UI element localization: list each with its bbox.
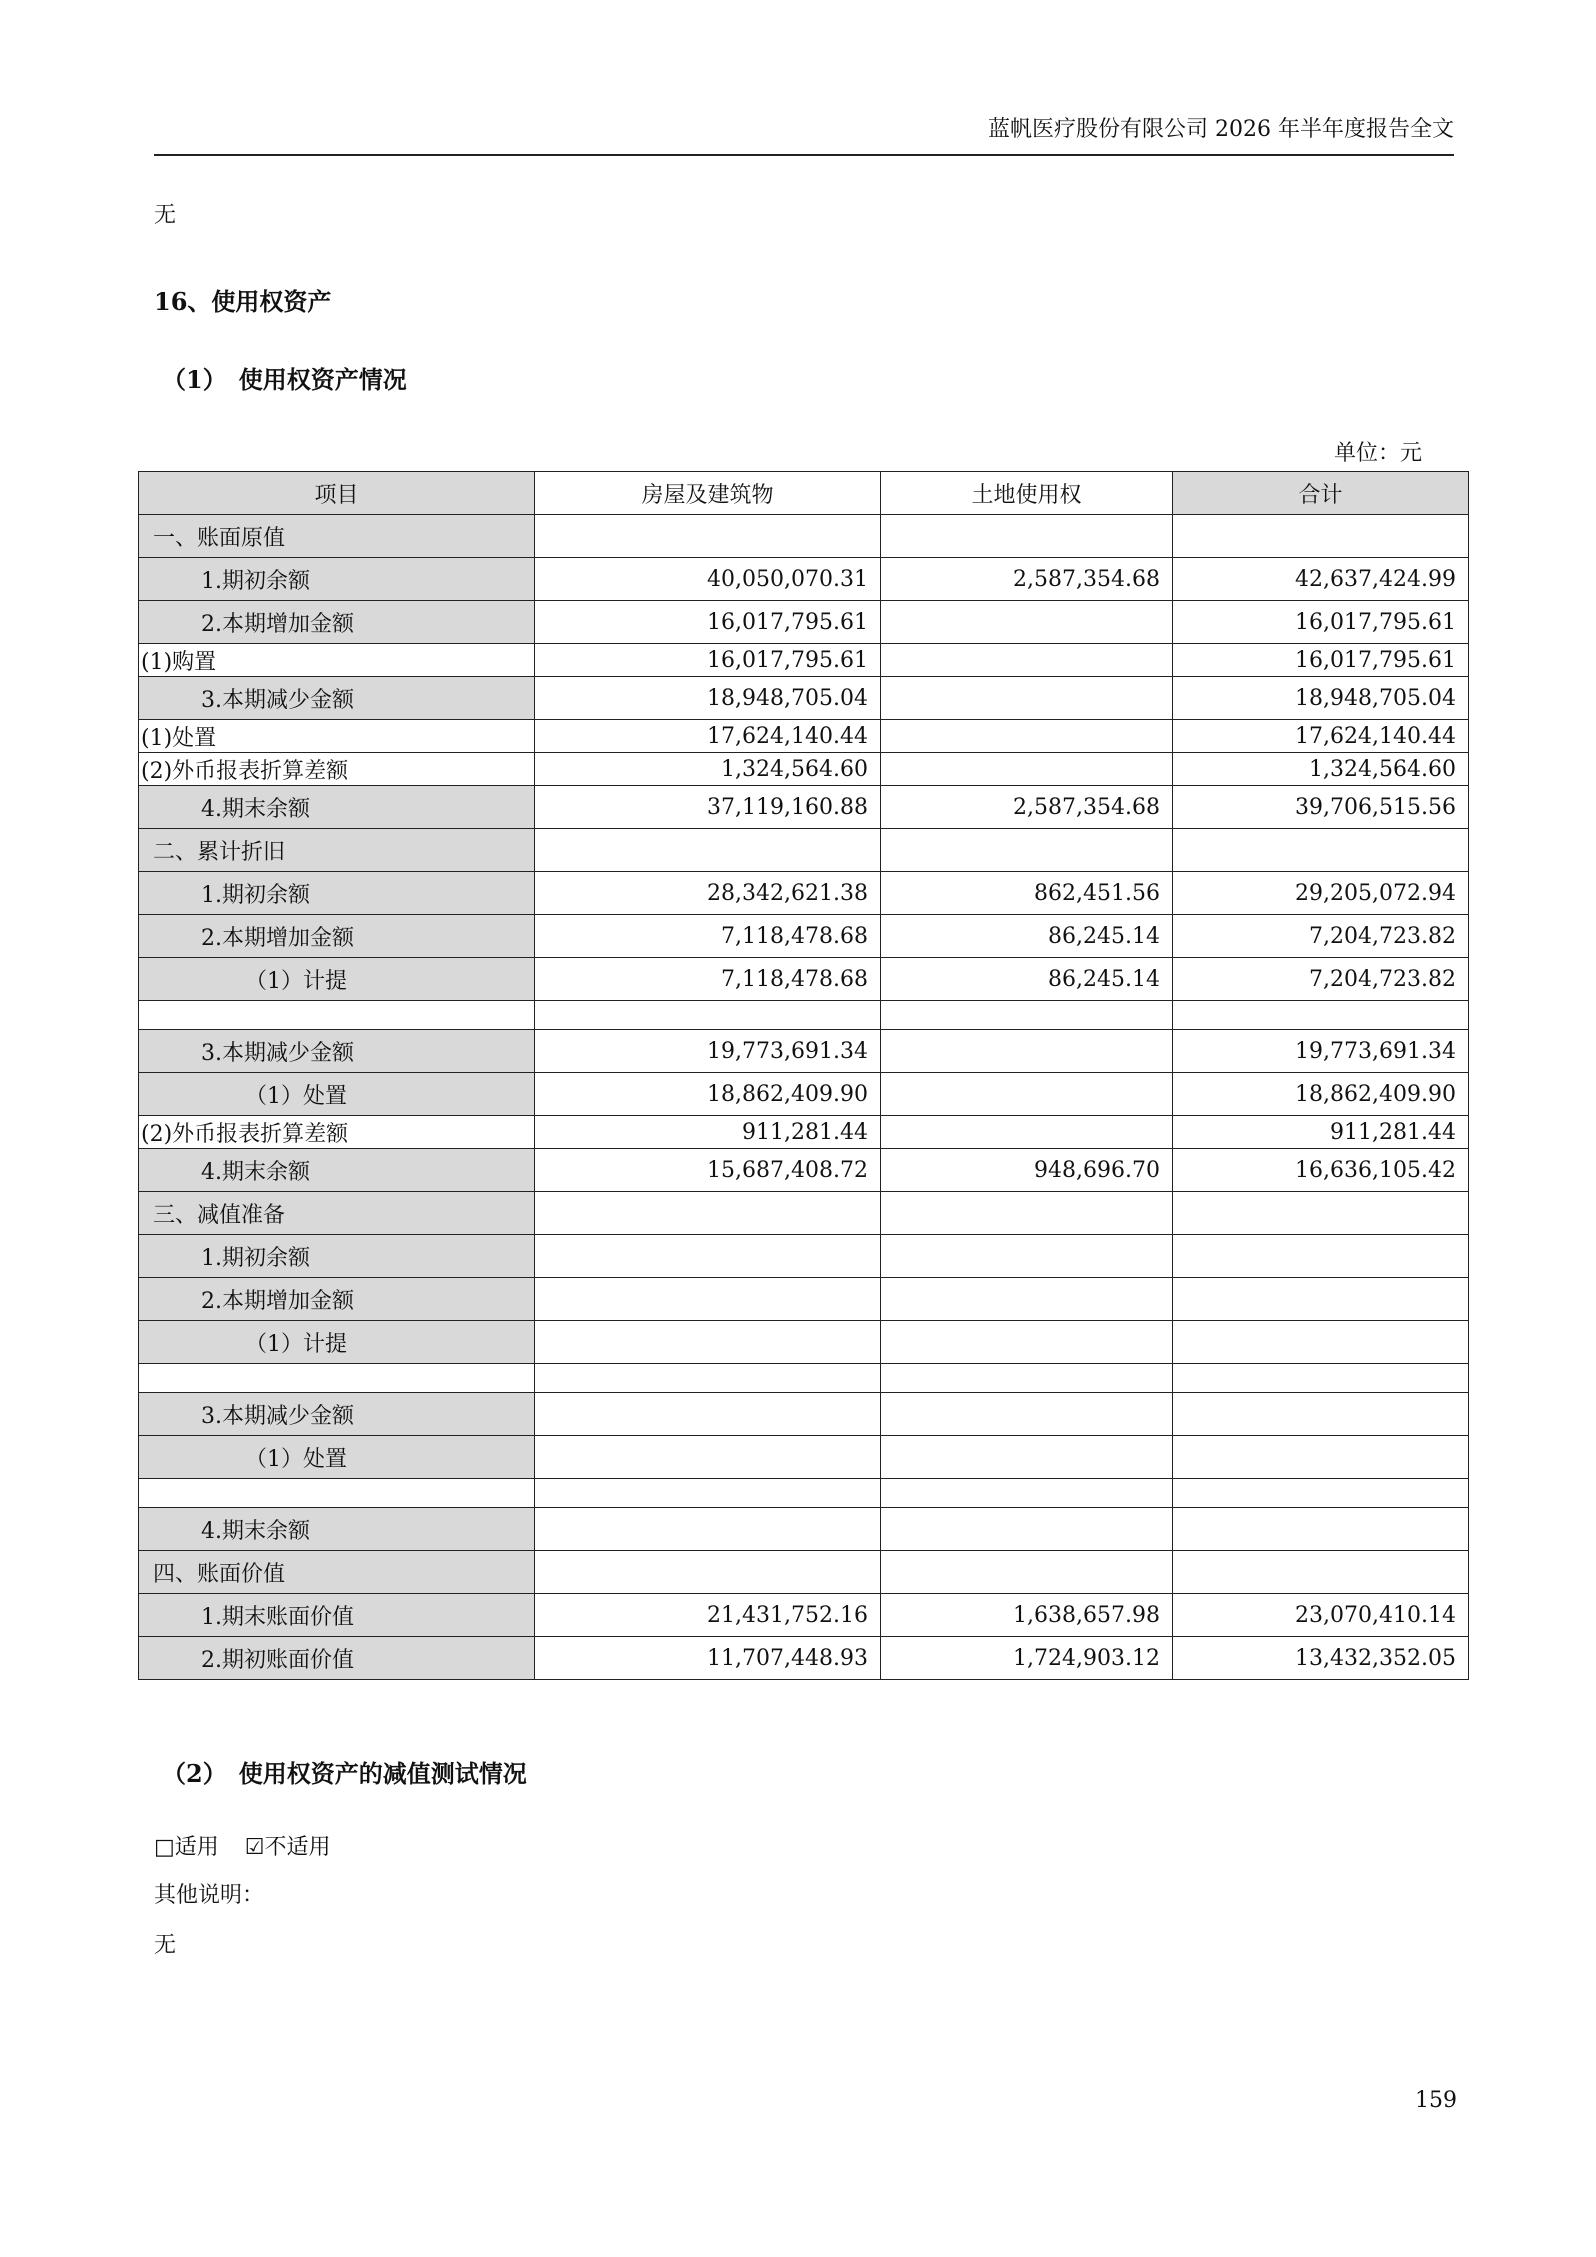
cell-land [881,1551,1173,1594]
bottom-text: 无 [154,1933,177,1958]
cell-buildings: 19,773,691.34 [535,1030,881,1073]
row-label: 一、账面原值 [139,515,535,558]
cell-land: 862,451.56 [881,872,1173,915]
cell-buildings [535,1393,881,1436]
cell-buildings: 16,017,795.61 [535,644,881,677]
cell-land [881,829,1173,872]
table-row [139,958,1469,1001]
cell-buildings: 1,324,564.60 [535,753,881,786]
cell-total: 16,636,105.42 [1173,1149,1469,1192]
table-row-blank [139,1479,1469,1508]
table-row [139,1073,1469,1116]
cell-land [881,720,1173,753]
cell-total: 42,637,424.99 [1173,558,1469,601]
row-label: 2.本期增加金额 [139,1278,535,1321]
table-row [139,1116,1469,1149]
other-notes-label: 其他说明： [154,1883,265,1908]
row-label: 4.期末余额 [139,1508,535,1551]
cell-land: 2,587,354.68 [881,558,1173,601]
table-header-row [139,472,1469,515]
cell-total: 7,204,723.82 [1173,958,1469,1001]
cell-total: 16,017,795.61 [1173,601,1469,644]
table-row [139,1436,1469,1479]
cell-buildings [535,515,881,558]
subsection-1-title: （1） 使用权资产情况 [162,365,407,394]
cell-total [1173,1001,1469,1030]
table-row [139,558,1469,601]
cell-buildings: 18,862,409.90 [535,1073,881,1116]
cell-land [881,1321,1173,1364]
table-row [139,1192,1469,1235]
table-row [139,1508,1469,1551]
cell-total [1173,1321,1469,1364]
right-of-use-asset-table [138,471,1469,1680]
cell-total: 19,773,691.34 [1173,1030,1469,1073]
cell-land [881,677,1173,720]
cell-total [1173,1235,1469,1278]
row-label: 四、账面价值 [139,1551,535,1594]
cell-land [881,1116,1173,1149]
col-header-item: 项目 [139,472,535,515]
cell-buildings [535,1001,881,1030]
cell-buildings: 37,119,160.88 [535,786,881,829]
cell-total: 39,706,515.56 [1173,786,1469,829]
cell-total: 911,281.44 [1173,1116,1469,1149]
row-label: (1)处置 [139,720,535,753]
row-label: 1.期末账面价值 [139,1594,535,1637]
unit-label: 单位：元 [1334,441,1423,466]
row-label: (1)购置 [139,644,535,677]
cell-land [881,1073,1173,1116]
cell-land [881,1436,1173,1479]
row-label: 1.期初余额 [139,558,535,601]
cell-buildings: 18,948,705.04 [535,677,881,720]
table-row [139,1551,1469,1594]
cell-buildings [535,1479,881,1508]
table-row [139,1278,1469,1321]
cell-land [881,1192,1173,1235]
report-title: 蓝帆医疗股份有限公司 2026 年半年度报告全文 [988,117,1454,142]
row-label: 4.期末余额 [139,786,535,829]
cell-total [1173,1192,1469,1235]
table-row [139,644,1469,677]
table-row [139,829,1469,872]
row-label: 4.期末余额 [139,1149,535,1192]
cell-buildings: 40,050,070.31 [535,558,881,601]
cell-total: 13,432,352.05 [1173,1637,1469,1680]
cell-total [1173,1508,1469,1551]
cell-buildings [535,1436,881,1479]
page-header [154,108,1454,156]
row-label: （1）处置 [139,1436,535,1479]
cell-land: 86,245.14 [881,958,1173,1001]
row-label [139,1364,535,1393]
cell-land: 948,696.70 [881,1149,1173,1192]
row-label: 3.本期减少金额 [139,1393,535,1436]
cell-total: 1,324,564.60 [1173,753,1469,786]
cell-buildings: 15,687,408.72 [535,1149,881,1192]
cell-total [1173,1436,1469,1479]
col-header-land-use-rights: 土地使用权 [881,472,1173,515]
cell-land [881,1393,1173,1436]
table-row [139,1321,1469,1364]
cell-total: 29,205,072.94 [1173,872,1469,915]
row-label: 1.期初余额 [139,872,535,915]
col-header-buildings: 房屋及建筑物 [535,472,881,515]
cell-total: 23,070,410.14 [1173,1594,1469,1637]
cell-buildings: 7,118,478.68 [535,958,881,1001]
row-label: (2)外币报表折算差额 [139,1116,535,1149]
cell-buildings: 21,431,752.16 [535,1594,881,1637]
cell-land [881,1030,1173,1073]
cell-buildings [535,829,881,872]
top-text: 无 [154,203,177,228]
cell-buildings: 911,281.44 [535,1116,881,1149]
table-row [139,1637,1469,1680]
page-number: 159 [1415,2088,1457,2113]
cell-buildings: 11,707,448.93 [535,1637,881,1680]
row-label [139,1001,535,1030]
cell-buildings [535,1364,881,1393]
cell-total: 18,948,705.04 [1173,677,1469,720]
cell-land [881,1278,1173,1321]
table-row [139,601,1469,644]
table-row [139,1149,1469,1192]
cell-total [1173,1364,1469,1393]
cell-buildings [535,1508,881,1551]
row-label: 三、减值准备 [139,1192,535,1235]
cell-land [881,601,1173,644]
table-row-blank [139,1364,1469,1393]
cell-total [1173,515,1469,558]
cell-land: 86,245.14 [881,915,1173,958]
row-label: (2)外币报表折算差额 [139,753,535,786]
col-header-total: 合计 [1173,472,1469,515]
table-row [139,1594,1469,1637]
table-row [139,1030,1469,1073]
table-row [139,515,1469,558]
row-label: （1）计提 [139,958,535,1001]
row-label: （1）处置 [139,1073,535,1116]
cell-total [1173,1479,1469,1508]
cell-total: 17,624,140.44 [1173,720,1469,753]
table-row-blank [139,1001,1469,1030]
cell-land [881,1001,1173,1030]
applicability-line [154,1830,331,1861]
cell-land [881,644,1173,677]
cell-land [881,1235,1173,1278]
row-label: 2.本期增加金额 [139,915,535,958]
subsection-2-title: （2） 使用权资产的减值测试情况 [162,1759,527,1788]
cell-land [881,1364,1173,1393]
cell-buildings: 7,118,478.68 [535,915,881,958]
table-row [139,872,1469,915]
cell-buildings [535,1551,881,1594]
table-row [139,1235,1469,1278]
table-row [139,677,1469,720]
cell-land [881,1508,1173,1551]
table-row [139,915,1469,958]
cell-buildings [535,1192,881,1235]
table-row [139,720,1469,753]
cell-total [1173,1393,1469,1436]
cell-total [1173,829,1469,872]
table-row [139,1393,1469,1436]
cell-land: 2,587,354.68 [881,786,1173,829]
row-label: 3.本期减少金额 [139,677,535,720]
cell-buildings: 28,342,621.38 [535,872,881,915]
row-label: 二、累计折旧 [139,829,535,872]
cell-buildings: 16,017,795.61 [535,601,881,644]
cell-buildings [535,1321,881,1364]
table-row [139,786,1469,829]
cell-total: 16,017,795.61 [1173,644,1469,677]
cell-total: 18,862,409.90 [1173,1073,1469,1116]
cell-buildings [535,1235,881,1278]
cell-land [881,753,1173,786]
cell-land: 1,638,657.98 [881,1594,1173,1637]
cell-buildings: 17,624,140.44 [535,720,881,753]
cell-total [1173,1551,1469,1594]
row-label: 2.期初账面价值 [139,1637,535,1680]
row-label [139,1479,535,1508]
cell-buildings [535,1278,881,1321]
section-title: 16、使用权资产 [154,287,332,316]
cell-total: 7,204,723.82 [1173,915,1469,958]
cell-land [881,515,1173,558]
row-label: 1.期初余额 [139,1235,535,1278]
applicable-checkbox: □适用 [154,1835,219,1860]
cell-total [1173,1278,1469,1321]
row-label: 2.本期增加金额 [139,601,535,644]
row-label: 3.本期减少金额 [139,1030,535,1073]
row-label: （1）计提 [139,1321,535,1364]
table-row [139,753,1469,786]
cell-land [881,1479,1173,1508]
cell-land: 1,724,903.12 [881,1637,1173,1680]
not-applicable-checkbox: ☑不适用 [244,1835,331,1860]
